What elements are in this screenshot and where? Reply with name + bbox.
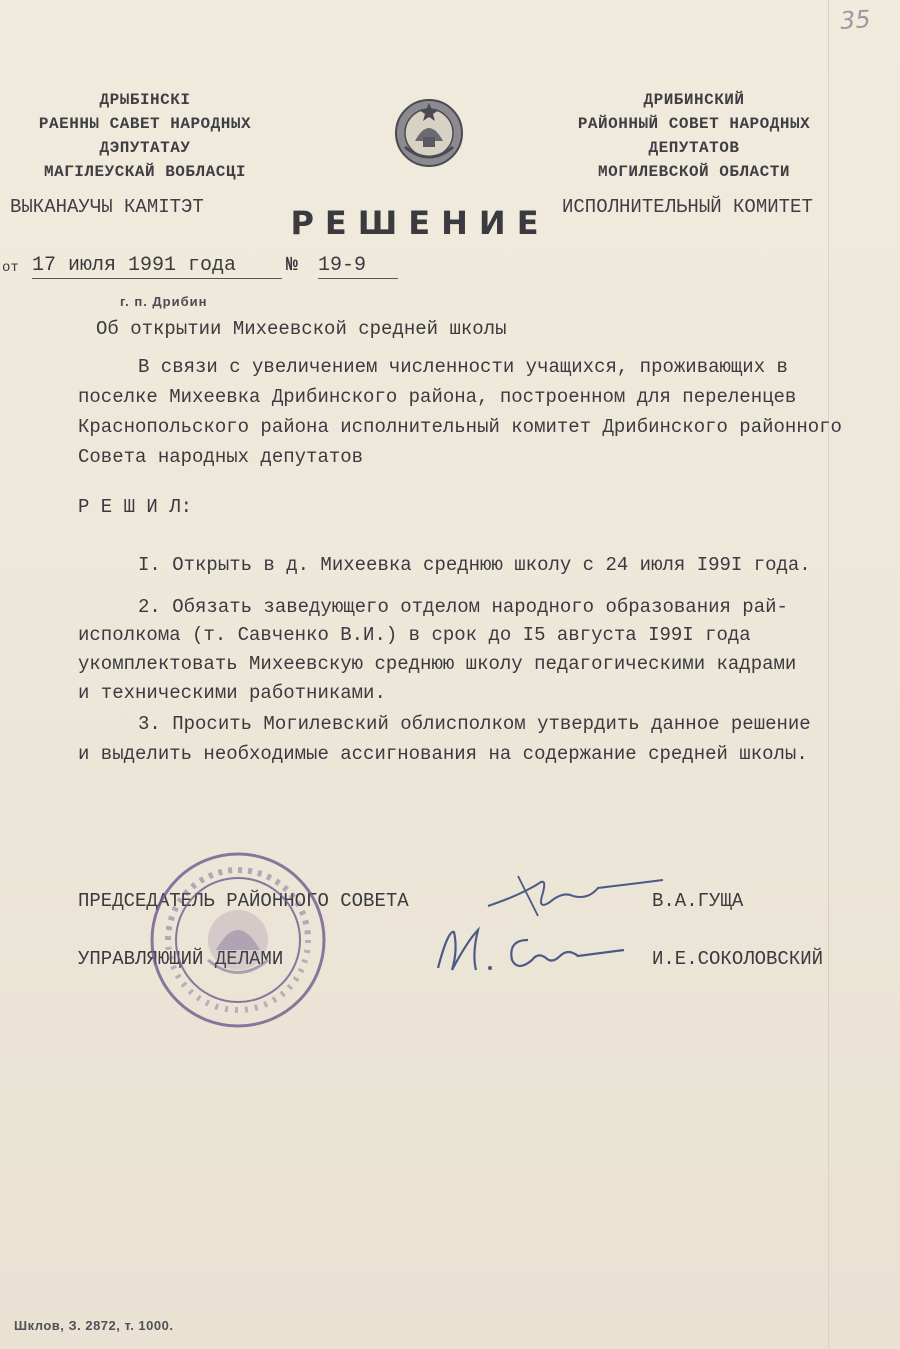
committee-right: ИСПОЛНИТЕЛЬНЫЙ КОМИТЕТ	[562, 196, 813, 218]
manager-name: И.Е.СОКОЛОВСКИЙ	[652, 948, 824, 970]
header-left-line: ДРЫБІНСКІ	[99, 91, 191, 109]
header-right-line: МОГИЛЕВСКОЙ ОБЛАСТИ	[598, 163, 790, 181]
date-prefix: от	[2, 260, 19, 276]
preamble-line: Совета народных депутатов	[78, 446, 364, 468]
item-2-line: 2. Обязать заведующего отделом народного образования рай-	[138, 596, 788, 618]
chairman-name: В.А.ГУЩА	[652, 890, 744, 912]
manager-signature	[428, 920, 628, 980]
preamble-line: поселке Михеевка Дрибинского района, построенном для переленцев	[78, 386, 797, 408]
manager-role: УПРАВЛЯЮЩИЙ ДЕЛАМИ	[78, 948, 284, 970]
header-right-line: ДРИБИНСКИЙ	[643, 91, 745, 109]
archive-page-number: 35	[839, 4, 872, 36]
document-title: РЕШЕНИЕ	[290, 204, 550, 242]
header-left-belarusian	[0, 88, 290, 184]
preamble-line: В связи с увеличением численности учащихся, проживающих в	[138, 356, 788, 378]
page-fold-line	[828, 0, 829, 1349]
official-round-stamp	[148, 850, 328, 1030]
chairman-signature	[478, 866, 668, 926]
committee-left: ВЫКАНАУЧЫ КАМІТЭТ	[10, 196, 204, 218]
item-3-line: и выделить необходимые ассигнования на содержание средней школы.	[78, 743, 808, 765]
decision-date: 17 июля 1991 года	[32, 254, 282, 279]
header-left-line: ДЭПУТАТАУ	[99, 139, 191, 157]
chairman-role: ПРЕДСЕДАТЕЛЬ РАЙОННОГО СОВЕТА	[78, 890, 409, 912]
header-left-line: РАЕННЫ САВЕТ НАРОДНЫХ	[38, 115, 252, 133]
header-right-line: ДЕПУТАТОВ	[648, 139, 740, 157]
header-right-line: РАЙОННЫЙ СОВЕТ НАРОДНЫХ	[577, 115, 811, 133]
item-2-line: и техническими работниками.	[78, 682, 386, 704]
header-right-russian	[538, 88, 850, 184]
printer-footer: Шклов, З. 2872, т. 1000.	[14, 1318, 174, 1333]
item-1-line: I. Открыть в д. Михеевка среднюю школу с 24 июля I99I года.	[138, 554, 811, 576]
decision-subject: Об открытии Михеевской средней школы	[96, 318, 507, 340]
resolved-heading: Р Е Ш И Л:	[78, 496, 193, 518]
state-emblem-icon	[393, 97, 465, 169]
item-2-line: исполкома (т. Савченко В.И.) в срок до I5 августа I99I года	[78, 624, 751, 646]
item-3-line: 3. Просить Могилевский облисполком утвердить данное решение	[138, 713, 811, 735]
preamble-line: Краснопольского района исполнительный комитет Дрибинского районного	[78, 416, 842, 438]
number-sign: №	[286, 254, 299, 277]
decision-number: 19-9	[318, 254, 398, 279]
header-left-line: МАГІЛЕУСКАЙ ВОБЛАСЦІ	[43, 163, 247, 181]
item-2-line: укомплектовать Михеевскую среднюю школу педагогическими кадрами	[78, 653, 797, 675]
place-of-issue: г. п. Дрибин	[120, 294, 208, 309]
